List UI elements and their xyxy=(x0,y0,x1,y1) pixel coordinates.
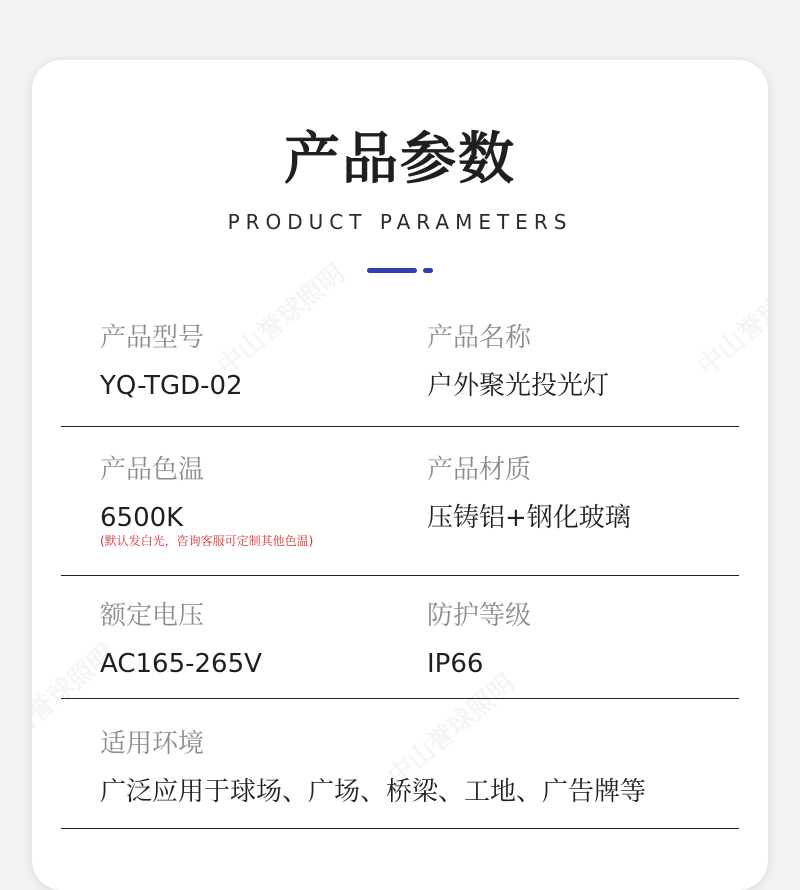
param-value: IP66 xyxy=(427,649,484,679)
row-divider xyxy=(61,698,739,699)
param-note: (默认发白光，咨询客服可定制其他色温) xyxy=(100,534,314,548)
param-name xyxy=(427,325,609,399)
title-accent-dot xyxy=(423,268,433,273)
param-label: 额定电压 xyxy=(100,601,205,631)
param-material xyxy=(427,457,631,531)
param-protection xyxy=(427,603,531,677)
param-value: 压铸铝+钢化玻璃 xyxy=(427,503,631,533)
param-value: 户外聚光投光灯 xyxy=(427,371,610,401)
page-subtitle: PRODUCT PARAMETERS xyxy=(227,210,573,234)
param-label: 防护等级 xyxy=(427,601,532,631)
param-voltage xyxy=(100,603,262,677)
param-value: 6500K xyxy=(100,503,184,533)
watermark xyxy=(688,254,768,383)
param-value: 广泛应用于球场、广场、桥梁、工地、广告牌等 xyxy=(100,777,647,807)
param-value: YQ-TGD-02 xyxy=(100,371,243,401)
param-label: 产品名称 xyxy=(427,323,532,353)
param-label: 产品材质 xyxy=(427,455,532,485)
param-label: 产品色温 xyxy=(100,455,205,485)
param-color-temp xyxy=(100,457,313,547)
product-parameters-card xyxy=(32,60,768,890)
row-divider xyxy=(61,426,739,427)
param-application xyxy=(100,731,646,805)
row-divider xyxy=(61,828,739,829)
row-divider xyxy=(61,575,739,576)
param-label: 产品型号 xyxy=(100,323,205,353)
title-accent-bar xyxy=(367,268,417,273)
param-value: AC165-265V xyxy=(100,649,262,679)
param-label: 适用环境 xyxy=(100,729,205,759)
param-model xyxy=(100,325,243,399)
page-title: 产品参数 xyxy=(284,127,516,192)
